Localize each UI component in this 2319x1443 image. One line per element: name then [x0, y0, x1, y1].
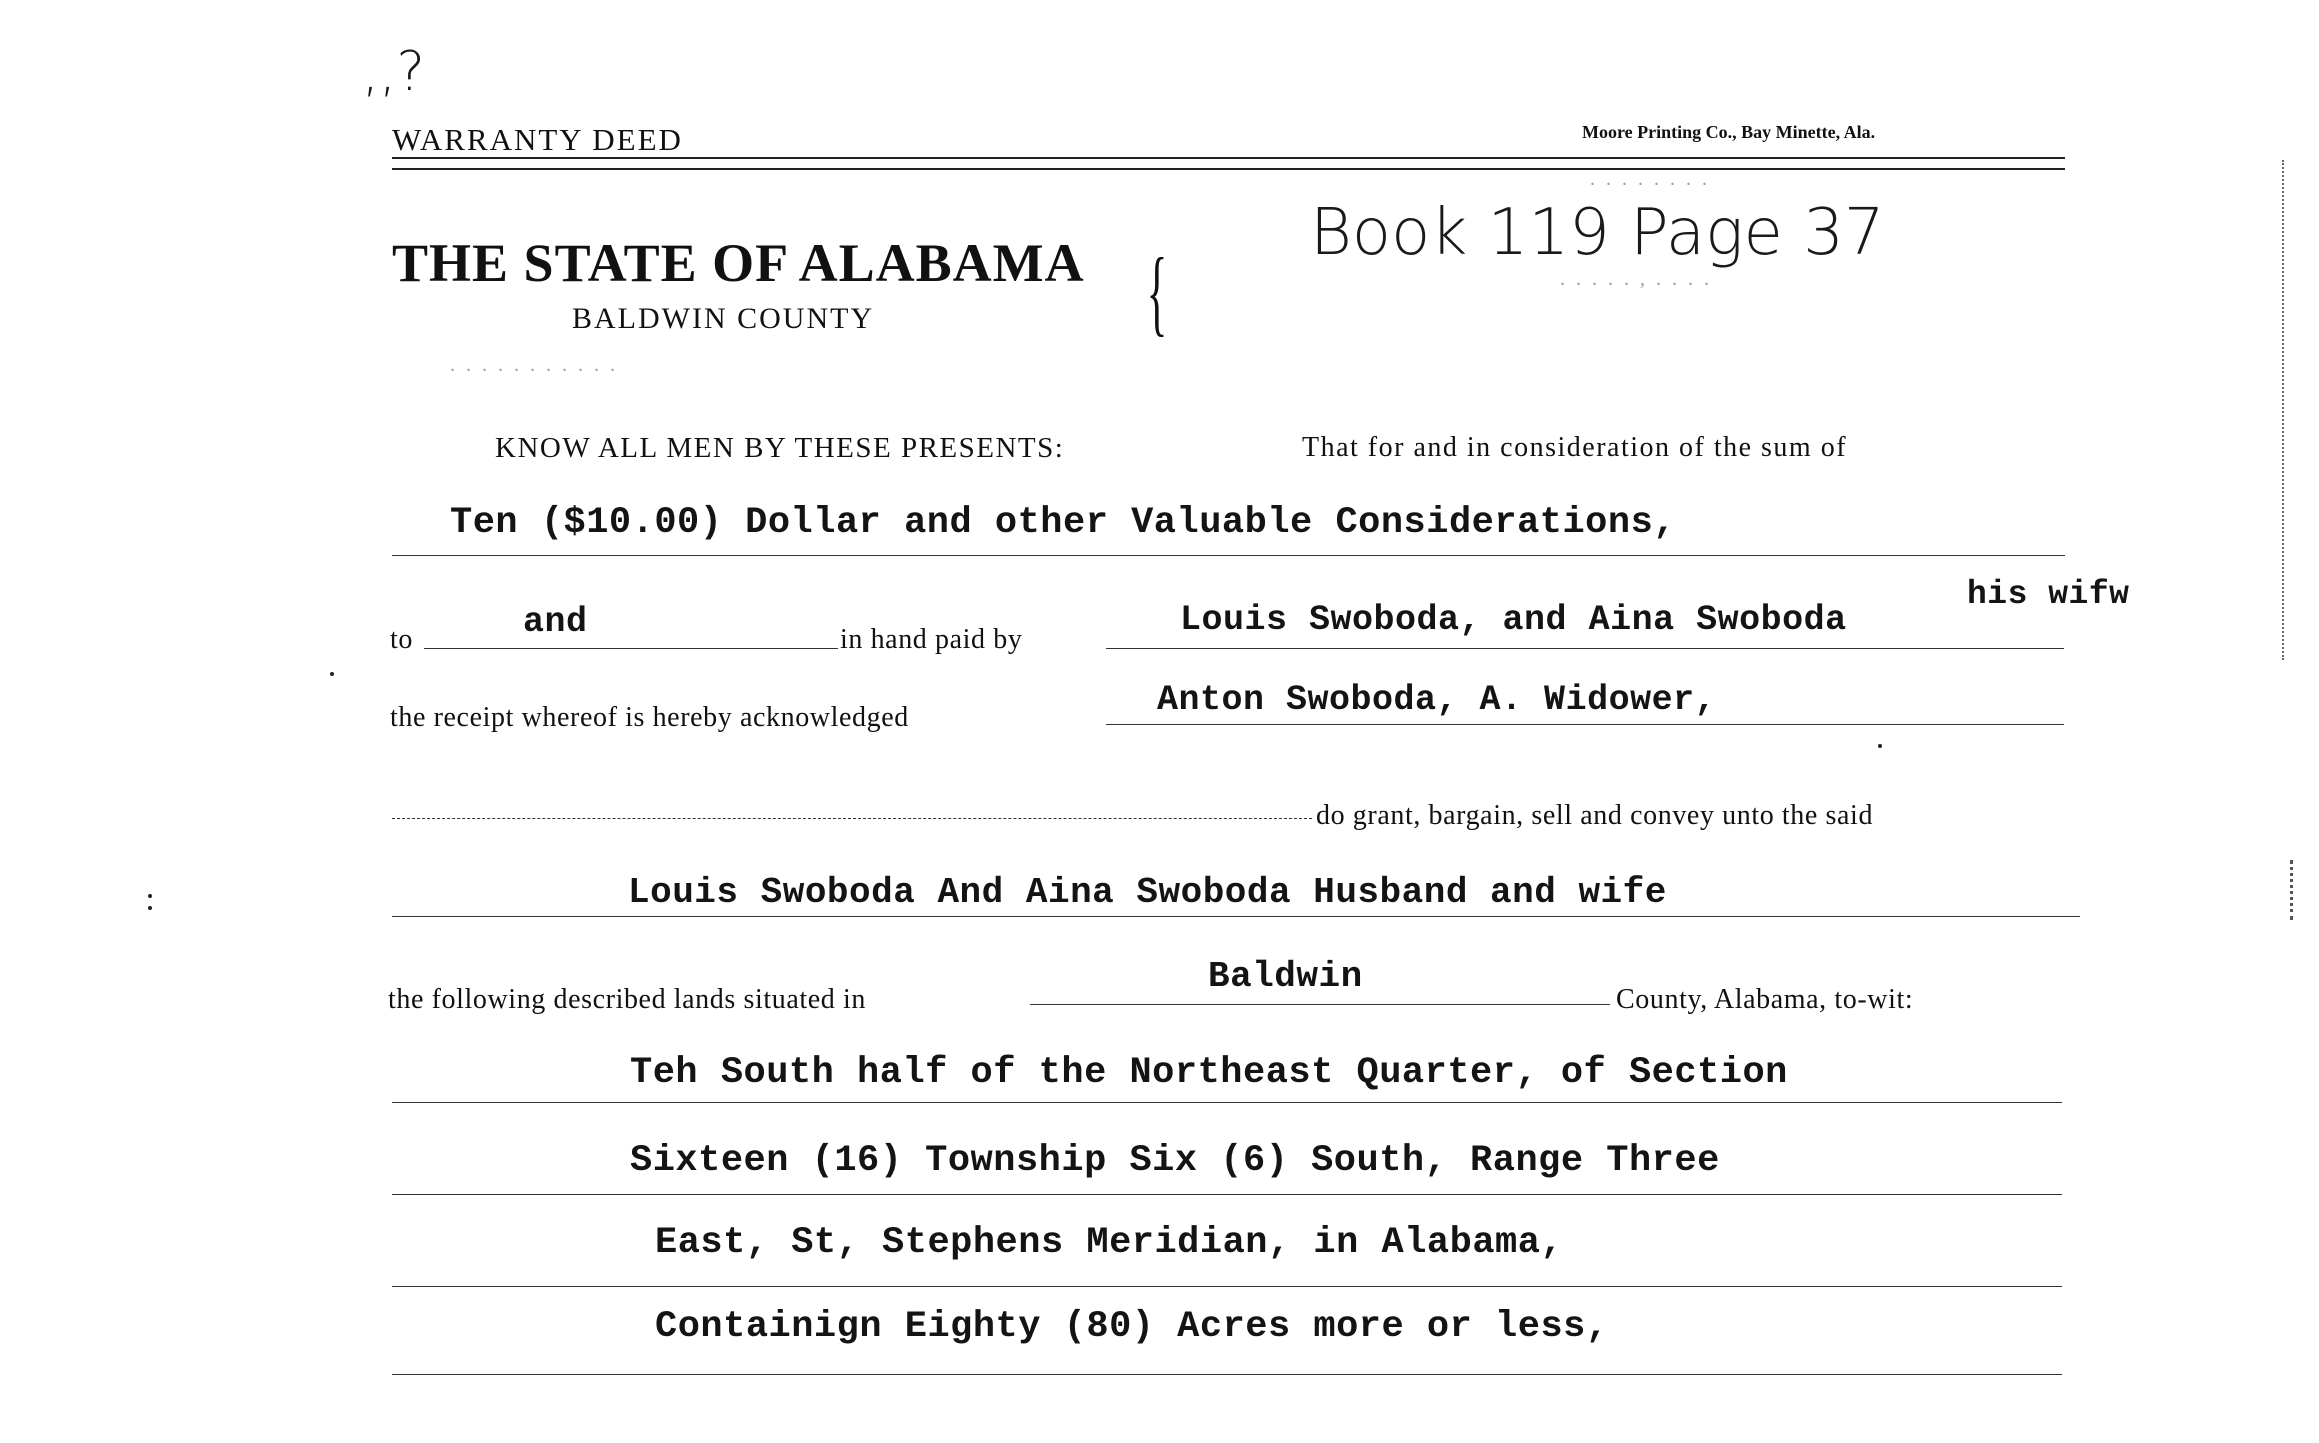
to-label: to: [390, 624, 413, 655]
description-rule-1: [392, 1102, 2062, 1103]
scan-speck: [1878, 744, 1882, 748]
grantee-rule: [392, 916, 2080, 917]
description-line-4: Containign Eighty (80) Acres more or less,: [655, 1306, 1609, 1348]
header-rule-bottom: [392, 168, 2065, 170]
scan-speck: [148, 906, 152, 910]
payer-names: Louis Swoboda, and Aina Swoboda: [1180, 600, 1847, 640]
county-heading: BALDWIN COUNTY: [572, 302, 875, 335]
state-heading: THE STATE OF ALABAMA: [392, 233, 1085, 293]
consideration-text: Ten ($10.00) Dollar and other Valuable Considerations,: [450, 502, 1676, 544]
consideration-rule: [392, 555, 2065, 556]
scan-speck: [148, 894, 152, 898]
faint-marks-under-county: . . . . . . . . . . .: [450, 354, 618, 376]
payer-suffix: his wifw: [1967, 576, 2130, 613]
intro-continuation: That for and in consideration of the sum of: [1302, 432, 1848, 463]
lands-label: the following described lands situated in: [388, 984, 866, 1015]
bracket-brace: {: [1146, 238, 1168, 345]
grantor-rule: [1106, 724, 2064, 725]
grantee-names: Louis Swoboda And Aina Swoboda Husband and wife: [628, 872, 1667, 913]
to-value: and: [523, 602, 588, 642]
in-hand-paid-label: in hand paid by: [840, 624, 1023, 655]
corner-handwritten-mark: ,,?: [362, 40, 425, 103]
receipt-label: the receipt whereof is hereby acknowledged: [390, 702, 909, 733]
scan-edge-artifact: [2290, 860, 2303, 920]
grant-clause: do grant, bargain, sell and convey unto the said: [1316, 800, 1874, 831]
county-suffix: County, Alabama, to-wit:: [1616, 984, 1914, 1015]
to-rule: [424, 648, 838, 649]
scan-speck: [330, 672, 334, 676]
grant-blank-rule: [392, 818, 1312, 819]
county-blank-rule: [1030, 1004, 1610, 1005]
description-rule-2: [392, 1194, 2062, 1195]
faint-stamp-top: . . . . . . . .: [1590, 168, 1710, 190]
header-rule-top: [392, 157, 2065, 159]
faint-stamp-middle: . . . . . , . . . .: [1560, 268, 1712, 290]
scan-edge-artifact: [2282, 160, 2290, 660]
description-line-2: Sixteen (16) Township Six (6) South, Range Three: [630, 1140, 1720, 1182]
county-value: Baldwin: [1208, 956, 1363, 997]
book-page-annotation: Book 119 Page 37: [1310, 196, 1885, 270]
description-rule-3: [392, 1286, 2062, 1287]
description-rule-4: [392, 1374, 2062, 1375]
grantor-name: Anton Swoboda, A. Widower,: [1157, 680, 1717, 720]
intro-heading: KNOW ALL MEN BY THESE PRESENTS:: [495, 432, 1065, 464]
form-title: WARRANTY DEED: [392, 122, 683, 157]
description-line-1: Teh South half of the Northeast Quarter, of Section: [630, 1052, 1788, 1094]
printer-credit: Moore Printing Co., Bay Minette, Ala.: [1582, 122, 1876, 142]
description-line-3: East, St, Stephens Meridian, in Alabama,: [655, 1222, 1564, 1264]
payer-rule: [1106, 648, 2064, 649]
